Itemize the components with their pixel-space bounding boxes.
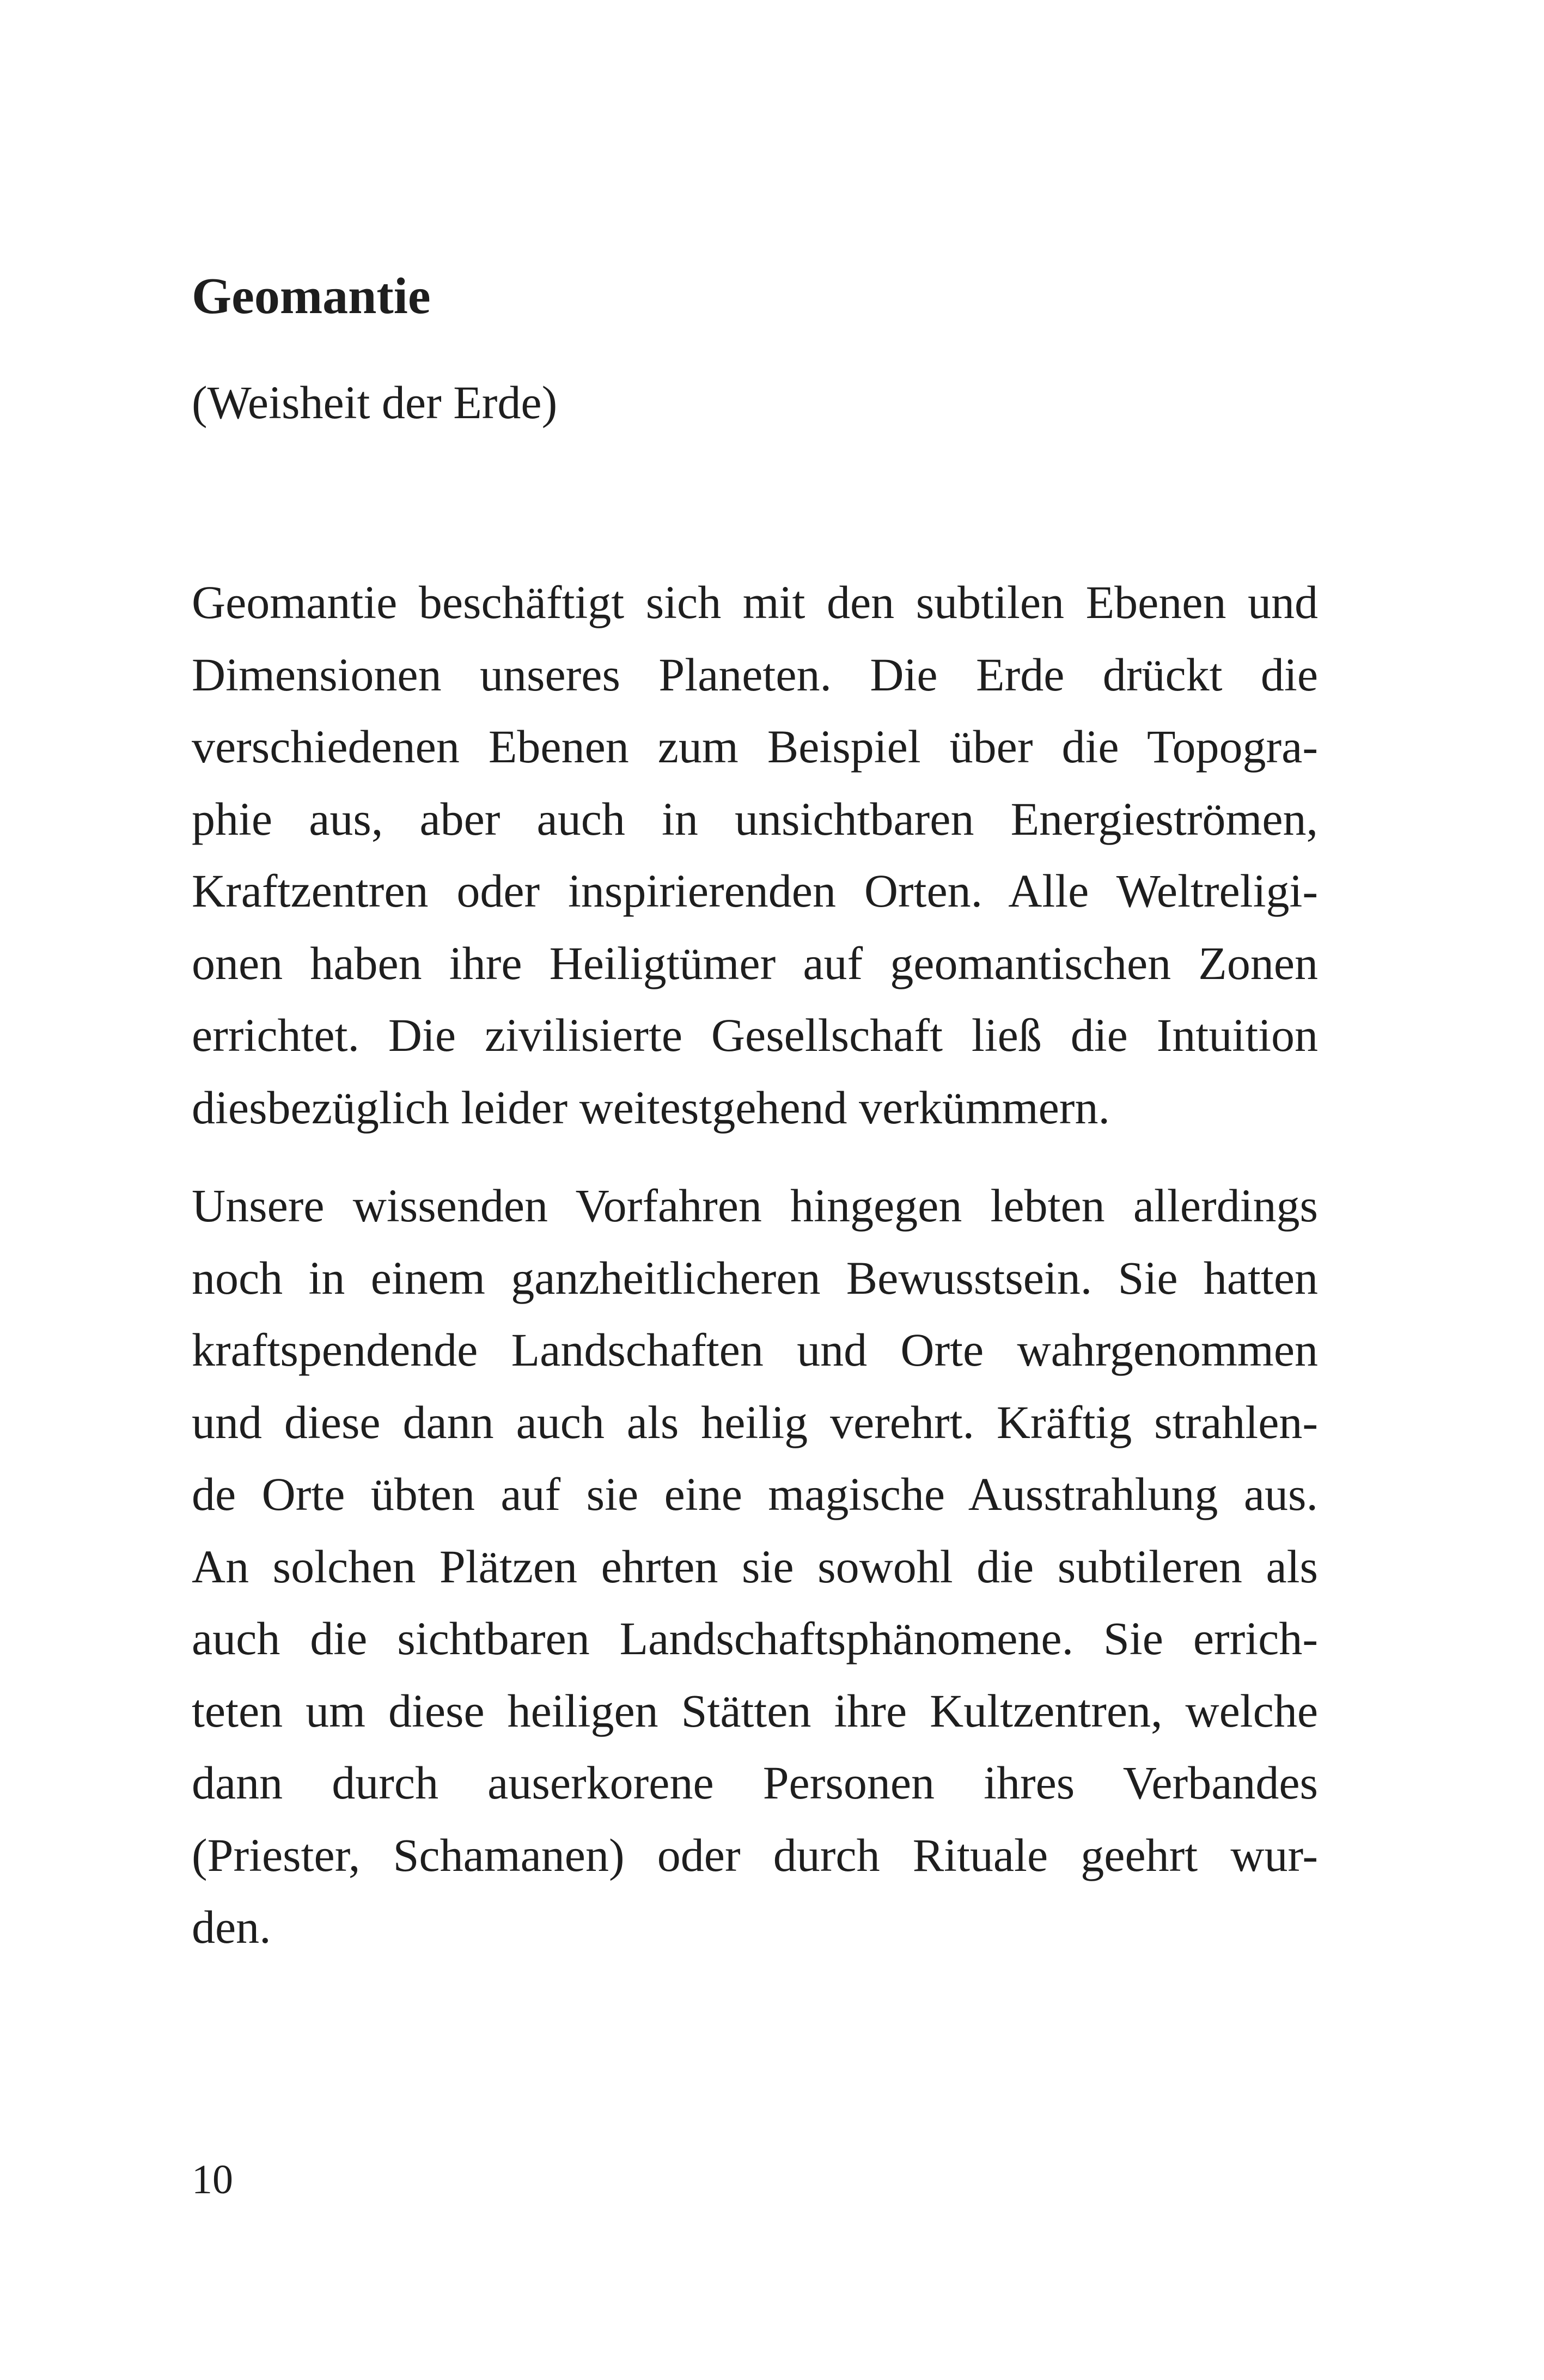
text-line: Kraftzentren oder inspirierenden Orten. Alle Weltreligi- [192,865,1318,917]
text-line: kraftspendende Landschaften und Orte wahrgenommen [192,1324,1318,1376]
text-line: (Priester, Schamanen) oder durch Rituale geehrt wur- [192,1828,1318,1881]
text-line: de Orte übten auf sie eine magische Ausstrahlung aus. [192,1468,1318,1520]
text-line: und diese dann auch als heilig verehrt. Kräftig strahlen- [192,1396,1318,1448]
text-line: An solchen Plätzen ehrten sie sowohl die subtileren als [192,1540,1318,1593]
text-line: Unsere wissenden Vorfahren hingegen lebten allerdings [192,1179,1318,1232]
text-line: noch in einem ganzheitlicheren Bewusstsein. Sie hatten [192,1251,1318,1304]
text-line: phie aus, aber auch in unsichtbaren Energieströmen, [192,792,1318,845]
text-line: onen haben ihre Heiligtümer auf geomantischen Zonen [192,937,1318,989]
text-line: Dimensionen unseres Planeten. Die Erde drückt die [192,648,1318,701]
text-line: errichtet. Die zivilisierte Gesellschaft ließ die Intuition [192,1009,1318,1061]
body-text [192,566,1318,1963]
text-line: diesbezüglich leider weitestgehend verkümmern. [192,1081,1110,1134]
text-line: Geomantie beschäftigt sich mit den subtilen Ebenen und [192,576,1318,628]
paragraph-spacer [192,1143,1318,1170]
text-line: den. [192,1901,271,1953]
paragraph-2 [192,1170,1318,1963]
page-number: 10 [192,2157,233,2202]
text-line: teten um diese heiligen Stätten ihre Kultzentren, welche [192,1684,1318,1737]
text-line: verschiedenen Ebenen zum Beispiel über die Topogra- [192,720,1318,773]
text-line: dann durch auserkorene Personen ihres Verbandes [192,1757,1318,1809]
paragraph-1 [192,566,1318,1143]
text-line: auch die sichtbaren Landschaftsphänomene. Sie errich- [192,1612,1318,1665]
page-title: Geomantie [192,268,431,325]
page-subtitle: (Weisheit der Erde) [192,376,558,429]
